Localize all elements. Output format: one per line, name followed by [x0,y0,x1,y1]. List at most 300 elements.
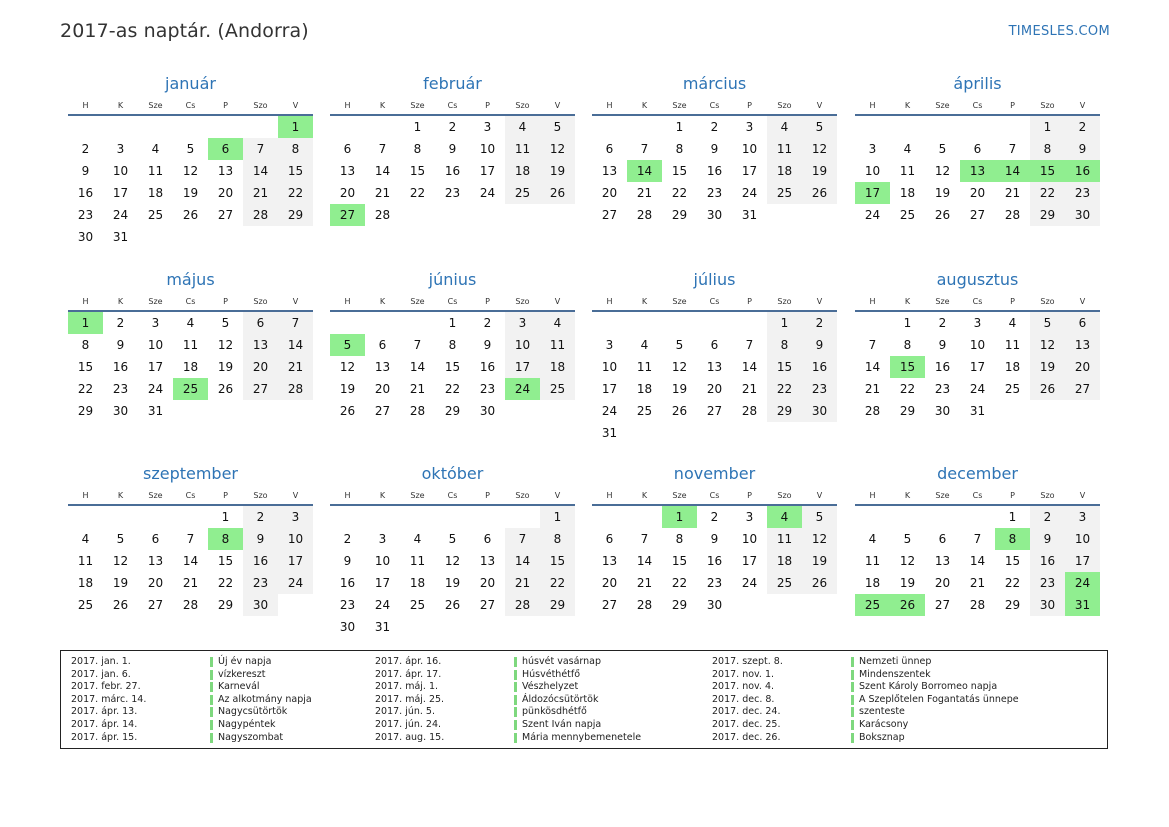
weekday-label: P [485,491,490,500]
week-row [330,616,575,638]
weekday-label: Szo [777,491,792,500]
day-cell: 13 [706,360,723,374]
weekday-label: H [82,101,89,110]
day-cell: 3 [116,142,125,156]
day-cell: 30 [112,404,129,418]
weekday-label: P [747,297,752,306]
day-cell: 1 [448,316,457,330]
week-row [592,160,837,182]
holiday-name: Karácsony [859,718,909,730]
weekday-label: H [344,101,351,110]
empty-cell [208,400,243,422]
day-cell: 7 [1008,142,1017,156]
day-cell: 17 [112,186,129,200]
day-cell: 16 [934,360,951,374]
day-cell: 26 [934,208,951,222]
weekday-label: Sze [935,297,950,306]
day-cell: 29 [767,400,802,422]
weekday-label: Sze [410,491,425,500]
day-cell: 23 [1030,572,1065,594]
day-cell: 8 [675,532,684,546]
day-cell: 8 [767,334,802,356]
day-cell: 4 [767,116,802,138]
weekday-label: Cs [709,491,720,500]
weekday-label: Cs [972,491,983,500]
day-cell: 21 [864,382,881,396]
weekday-label: Szo [777,297,792,306]
holiday-date: 2017. nov. 4. [712,681,775,693]
day-cell: 10 [278,528,313,550]
day-cell: 13 [960,160,995,182]
month-január [68,74,313,248]
day-cell: 22 [540,572,575,594]
day-cell: 16 [77,186,94,200]
day-cell: 27 [330,204,365,226]
day-cell: 27 [243,378,278,400]
day-cell: 2 [938,316,947,330]
day-cell: 8 [1030,138,1065,160]
day-cell: 28 [243,204,278,226]
day-cell: 4 [505,116,540,138]
month-name: április [953,74,1002,93]
day-cell: 11 [409,554,426,568]
day-cell: 14 [278,334,313,356]
week-row [330,312,575,334]
day-cell: 6 [938,532,947,546]
day-cell: 4 [413,532,422,546]
day-cell: 19 [217,360,234,374]
weekday-header [330,294,575,312]
weekday-label: V [554,491,561,500]
day-cell: 14 [741,360,758,374]
day-cell: 28 [409,404,426,418]
holiday-row [375,656,641,669]
day-cell: 6 [605,532,614,546]
empty-cell [995,400,1030,422]
weekday-label: Szo [515,101,530,110]
day-cell: 20 [339,186,356,200]
day-cell: 13 [601,554,618,568]
day-cell: 24 [147,382,164,396]
day-cell: 2 [448,120,457,134]
day-cell: 19 [1030,356,1065,378]
day-cell: 30 [77,230,94,244]
holiday-row [375,681,641,694]
day-cell: 30 [1065,204,1100,226]
day-cell: 25 [767,182,802,204]
week-row [330,400,575,422]
empty-cell [697,422,732,444]
day-cell: 29 [1030,204,1065,226]
holiday-date: 2017. ápr. 15. [71,731,138,743]
day-cell: 27 [147,598,164,612]
empty-cell [627,506,662,528]
week-row [68,528,313,550]
day-cell: 23 [339,598,356,612]
holiday-marker [210,695,213,705]
week-row [68,334,313,356]
holiday-column [712,656,1019,744]
day-cell: 3 [745,120,754,134]
day-cell: 3 [378,532,387,546]
holiday-marker [514,733,517,743]
weekday-label: P [1010,297,1015,306]
day-cell: 7 [278,312,313,334]
empty-cell [627,116,662,138]
day-cell: 12 [1030,334,1065,356]
day-cell: 7 [505,528,540,550]
weekday-label: K [379,297,386,306]
week-row [330,378,575,400]
day-cell: 14 [182,554,199,568]
day-cell: 12 [671,360,688,374]
day-cell: 25 [636,404,653,418]
day-cell: 11 [636,360,653,374]
day-cell: 24 [278,572,313,594]
day-cell: 1 [903,316,912,330]
day-cell: 26 [802,182,837,204]
day-cell: 4 [540,312,575,334]
weekday-label: Szo [1040,491,1055,500]
day-cell: 10 [147,338,164,352]
day-cell: 17 [479,164,496,178]
day-cell: 3 [745,510,754,524]
weekday-label: Sze [148,101,163,110]
month-name: október [421,464,484,483]
weekday-label: P [747,101,752,110]
holiday-name: Az alkotmány napja [218,693,312,705]
day-cell: 26 [112,598,129,612]
day-cell: 7 [640,532,649,546]
weekday-label: Cs [185,101,196,110]
day-cell: 1 [68,312,103,334]
week-row [855,572,1100,594]
weekday-label: K [641,101,648,110]
day-cell: 27 [934,598,951,612]
weekday-label: K [641,297,648,306]
day-cell: 5 [802,506,837,528]
week-row [68,160,313,182]
week-row [68,204,313,226]
day-cell: 24 [601,404,618,418]
weekday-label: V [554,297,561,306]
week-row [592,334,837,356]
week-row [592,312,837,334]
empty-cell [540,400,575,422]
brand-link[interactable]: TIMESLES.COM [1008,24,1110,39]
day-cell: 21 [278,356,313,378]
week-row [592,506,837,528]
month-október [330,464,575,638]
empty-cell [627,422,662,444]
holiday-marker [514,670,517,680]
day-cell: 15 [444,360,461,374]
holiday-date: 2017. jún. 5. [375,706,436,718]
empty-cell [592,116,627,138]
holiday-name: Karnevál [218,681,260,693]
holiday-name: vízkereszt [218,668,266,680]
day-cell: 18 [864,576,881,590]
day-cell: 18 [77,576,94,590]
holiday-date: 2017. szept. 8. [712,656,783,667]
day-cell: 16 [479,360,496,374]
day-cell: 29 [671,598,688,612]
holiday-row [712,706,1019,719]
day-cell: 27 [969,208,986,222]
holiday-marker [210,670,213,680]
day-cell: 10 [112,164,129,178]
day-cell: 9 [81,164,90,178]
weekday-header [330,488,575,506]
week-row [330,182,575,204]
day-cell: 28 [374,208,391,222]
holiday-name: Húsvéthétfő [522,668,581,680]
holiday-marker [851,733,854,743]
holiday-row [71,656,312,669]
day-cell: 22 [671,186,688,200]
empty-cell [890,506,925,528]
day-cell: 19 [339,382,356,396]
empty-cell [540,204,575,226]
day-cell: 7 [413,338,422,352]
day-cell: 29 [899,404,916,418]
day-cell: 9 [1065,138,1100,160]
day-cell: 10 [479,142,496,156]
empty-cell [173,116,208,138]
day-cell: 5 [802,116,837,138]
month-február [330,74,575,226]
holiday-date: 2017. dec. 8. [712,693,775,705]
weekday-label: K [379,491,386,500]
day-cell: 5 [903,532,912,546]
day-cell: 5 [675,338,684,352]
weekday-label: K [904,101,911,110]
weekday-label: V [816,101,823,110]
day-cell: 22 [444,382,461,396]
day-cell: 14 [636,554,653,568]
day-cell: 26 [1030,378,1065,400]
weekday-label: H [82,491,89,500]
day-cell: 8 [903,338,912,352]
day-cell: 17 [741,554,758,568]
day-cell: 15 [409,164,426,178]
day-cell: 8 [448,338,457,352]
week-row [855,116,1100,138]
day-cell: 18 [1004,360,1021,374]
week-row [855,160,1100,182]
day-cell: 16 [1030,550,1065,572]
day-cell: 22 [77,382,94,396]
day-cell: 9 [710,532,719,546]
day-cell: 28 [969,598,986,612]
day-cell: 18 [409,576,426,590]
day-cell: 20 [374,382,391,396]
day-cell: 18 [899,186,916,200]
week-row [592,204,837,226]
holiday-date: 2017. jún. 24. [375,718,442,730]
weekday-label: V [1079,491,1086,500]
day-cell: 24 [374,598,391,612]
week-row [592,594,837,616]
day-cell: 26 [182,208,199,222]
day-cell: 26 [339,404,356,418]
empty-cell [505,400,540,422]
week-row [855,138,1100,160]
week-row [68,356,313,378]
day-cell: 10 [601,360,618,374]
empty-cell [68,116,103,138]
day-cell: 11 [864,554,881,568]
empty-cell [173,506,208,528]
day-cell: 21 [741,382,758,396]
day-cell: 24 [741,576,758,590]
day-cell: 25 [899,208,916,222]
day-cell: 5 [448,532,457,546]
day-cell: 11 [147,164,164,178]
weekday-label: Cs [709,297,720,306]
weekday-header [592,294,837,312]
day-cell: 5 [221,316,230,330]
holiday-marker [514,682,517,692]
day-cell: 28 [864,404,881,418]
day-cell: 7 [243,138,278,160]
day-cell: 1 [413,120,422,134]
day-cell: 14 [995,160,1030,182]
empty-cell [470,506,505,528]
day-cell: 10 [741,532,758,546]
weekday-label: Szo [253,101,268,110]
weekday-label: H [869,297,876,306]
month-name: december [937,464,1018,483]
holiday-name: szenteste [859,706,905,718]
holiday-date: 2017. ápr. 16. [375,656,442,667]
weekday-label: K [379,101,386,110]
day-cell: 16 [444,164,461,178]
empty-cell [400,616,435,638]
week-row [330,594,575,616]
week-row [68,506,313,528]
day-cell: 20 [479,576,496,590]
day-cell: 26 [540,182,575,204]
day-cell: 12 [182,164,199,178]
day-cell: 6 [378,338,387,352]
day-cell: 25 [1004,382,1021,396]
month-name: július [693,270,736,289]
day-cell: 22 [671,576,688,590]
empty-cell [138,116,173,138]
day-cell: 3 [483,120,492,134]
weekday-label: Szo [253,491,268,500]
week-row [592,422,837,444]
day-cell: 8 [81,338,90,352]
week-row [855,400,1100,422]
week-row [68,226,313,248]
day-cell: 18 [636,382,653,396]
empty-cell [435,506,470,528]
month-március [592,74,837,226]
day-cell: 12 [934,164,951,178]
day-cell: 19 [802,550,837,572]
day-cell: 5 [1030,312,1065,334]
day-cell: 19 [444,576,461,590]
day-cell: 5 [186,142,195,156]
day-cell: 14 [409,360,426,374]
weekday-label: P [485,297,490,306]
month-november [592,464,837,616]
day-cell: 21 [636,186,653,200]
holiday-name: Boksznap [859,731,905,743]
day-cell: 6 [208,138,243,160]
day-cell: 11 [767,528,802,550]
day-cell: 15 [278,160,313,182]
day-cell: 2 [343,532,352,546]
holiday-date: 2017. dec. 26. [712,731,781,743]
empty-cell [855,312,890,334]
day-cell: 10 [374,554,391,568]
holiday-marker [851,720,854,730]
day-cell: 7 [973,532,982,546]
day-cell: 11 [540,334,575,356]
month-december [855,464,1100,616]
weekday-label: Cs [972,101,983,110]
day-cell: 8 [995,528,1030,550]
holiday-column [375,656,641,744]
week-row [68,138,313,160]
holiday-date: 2017. aug. 15. [375,731,445,743]
empty-cell [505,616,540,638]
day-cell: 3 [151,316,160,330]
day-cell: 1 [221,510,230,524]
day-cell: 14 [627,160,662,182]
holiday-date: 2017. nov. 1. [712,668,775,680]
day-cell: 18 [767,160,802,182]
holiday-date: 2017. febr. 27. [71,681,141,693]
day-cell: 20 [147,576,164,590]
month-name: január [165,74,216,93]
holiday-name: Mária mennybemenetele [522,731,642,743]
day-cell: 20 [934,576,951,590]
day-cell: 21 [409,382,426,396]
day-cell: 15 [217,554,234,568]
empty-cell [802,204,837,226]
empty-cell [138,506,173,528]
week-row [855,506,1100,528]
month-name: november [673,464,756,483]
weekday-header [68,98,313,116]
holiday-row [375,669,641,682]
holiday-marker [851,707,854,717]
day-cell: 10 [864,164,881,178]
empty-cell [278,400,313,422]
day-cell: 19 [112,576,129,590]
day-cell: 23 [802,378,837,400]
month-name: június [428,270,477,289]
holiday-marker [210,657,213,667]
day-cell: 9 [938,338,947,352]
day-cell: 10 [741,142,758,156]
day-cell: 14 [969,554,986,568]
day-cell: 2 [116,316,125,330]
month-name: május [166,270,215,289]
empty-cell [855,506,890,528]
day-cell: 28 [278,378,313,400]
day-cell: 1 [662,506,697,528]
day-cell: 17 [1065,550,1100,572]
empty-cell [278,226,313,248]
empty-cell [103,116,138,138]
day-cell: 27 [1065,378,1100,400]
weekday-header [855,98,1100,116]
